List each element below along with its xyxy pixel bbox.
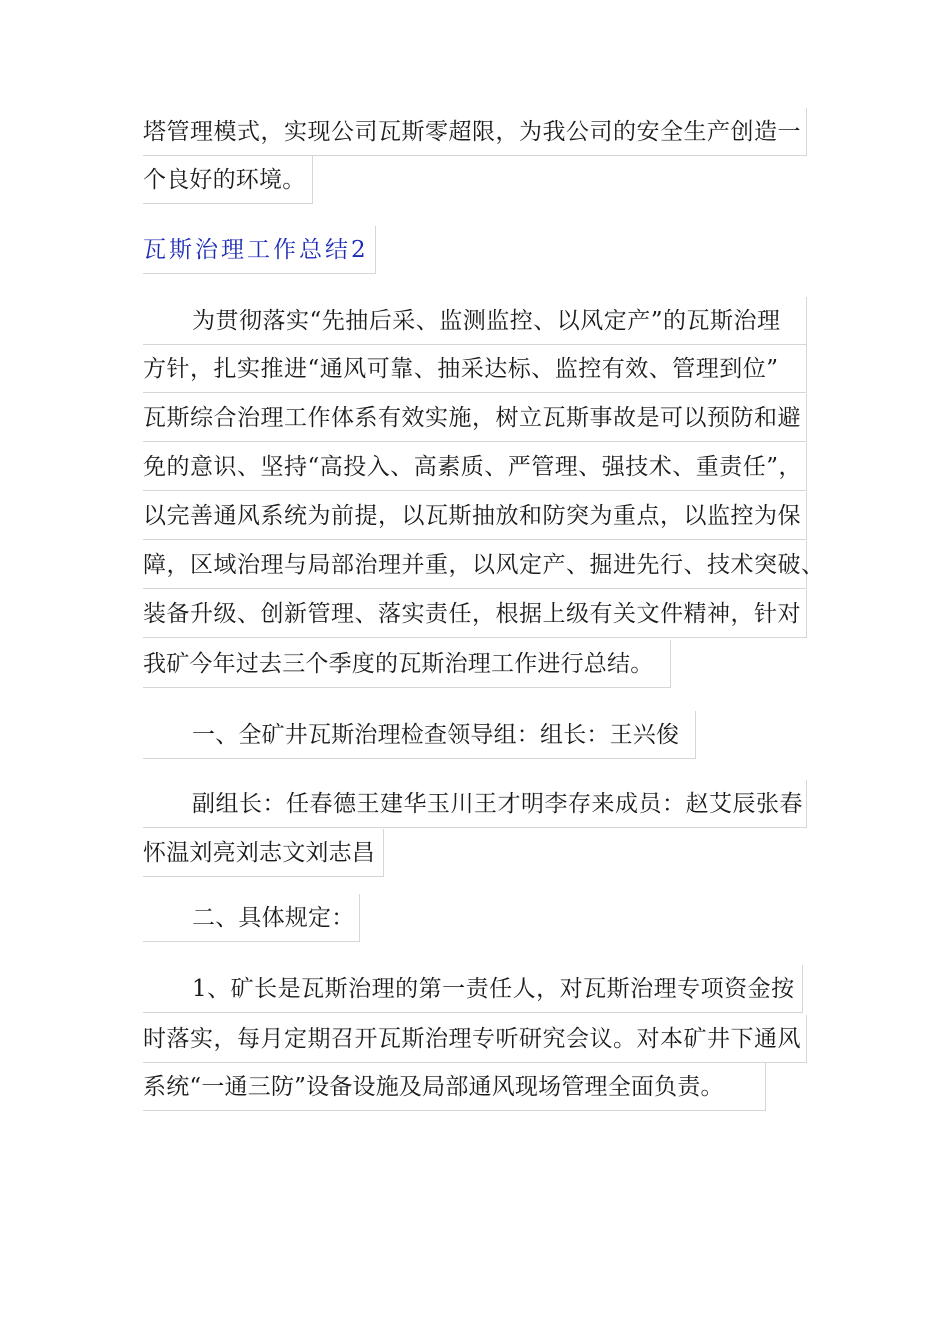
paragraph-line: 我矿今年过去三个季度的瓦斯治理工作进行总结。 (143, 640, 671, 688)
paragraph-line: 副组长：任春德王建华玉川王才明李存来成员：赵艾辰张春 (143, 780, 807, 828)
paragraph-line: 怀温刘亮刘志文刘志昌 (143, 829, 384, 877)
paragraph-line: 方针，扎实推进“通风可靠、抽采达标、监控有效、管理到位” (143, 345, 807, 393)
paragraph-line: 时落实，每月定期召开瓦斯治理专听研究会议。对本矿井下通风 (143, 1015, 807, 1063)
paragraph-line: 免的意识、坚持“高投入、高素质、严管理、强技术、重责任”， (143, 443, 807, 491)
paragraph-line: 以完善通风系统为前提，以瓦斯抽放和防突为重点，以监控为保 (143, 492, 807, 540)
paragraph-line: 装备升级、创新管理、落实责任，根据上级有关文件精神，针对 (143, 590, 807, 638)
paragraph-line: 障，区域治理与局部治理并重，以风定产、掘进先行、技术突破、 (143, 541, 807, 589)
paragraph-line: 瓦斯综合治理工作体系有效实施，树立瓦斯事故是可以预防和避 (143, 394, 807, 442)
paragraph-line: 一、全矿井瓦斯治理检查领导组：组长：王兴俊 (143, 711, 696, 759)
paragraph-line: 系统“一通三防”设备设施及局部通风现场管理全面负责。 (143, 1063, 766, 1111)
paragraph-line: 个良好的环境。 (143, 156, 313, 204)
paragraph-line: 二、具体规定： (143, 894, 360, 942)
section-heading: 瓦斯治理工作总结2 (143, 226, 376, 274)
paragraph-line: 1、矿长是瓦斯治理的第一责任人，对瓦斯治理专项资金按 (143, 965, 803, 1013)
paragraph-line: 塔管理模式，实现公司瓦斯零超限，为我公司的安全生产创造一 (143, 108, 807, 156)
paragraph-line: 为贯彻落实“先抽后采、监测监控、以风定产”的瓦斯治理 (143, 297, 807, 345)
